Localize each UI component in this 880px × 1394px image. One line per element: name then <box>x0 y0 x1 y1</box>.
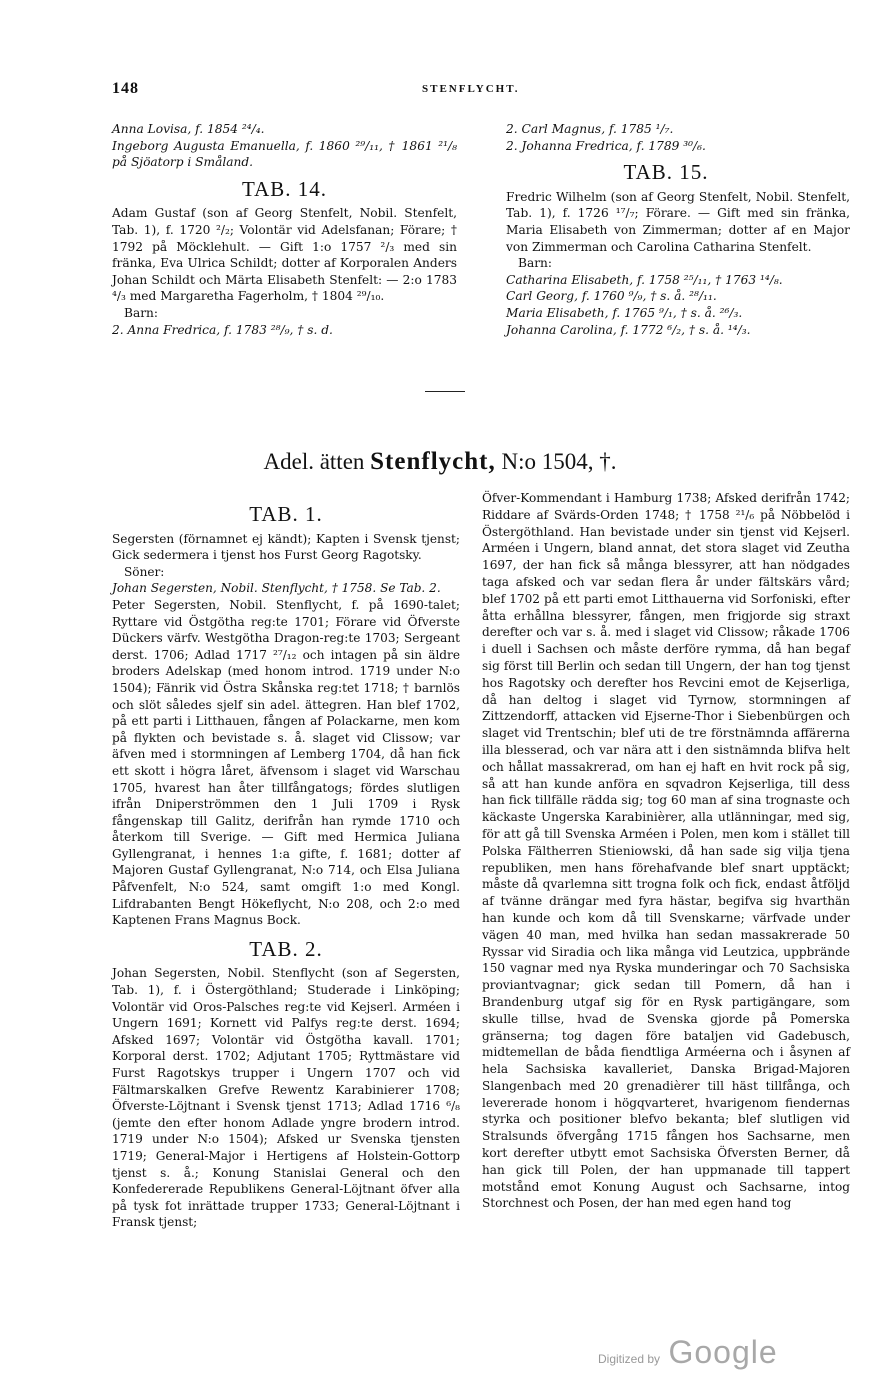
tab-1-intro: Segersten (förnamnet ej kändt); Kapten i Svensk tjenst; Gick sedermera i tjenst hos Furst Georg Ragotsky. <box>112 531 460 563</box>
section-divider <box>425 391 465 392</box>
entry-line: 2. Carl Magnus, f. 1785 ¹/₇. <box>506 122 674 136</box>
family-heading <box>0 448 880 476</box>
soner-label: Söner: <box>124 564 165 579</box>
page-header <box>112 80 858 100</box>
top-left-column <box>112 121 457 338</box>
tab-14-body: Adam Gustaf (son af Georg Stenfelt, Nobil. Stenfelt, Tab. 1), f. 1720 ²/₂; Volontär vid Adelsfanan; Förare; † 1792 på Möcklehult. — Gift 1:o 1757 ²/₃ med sin fränka, Eva Ulrica Schildt; dotter af Korporalen Anders Johan Schildt och Märta Elisabeth Stenfelt: — 2:o 1783 ⁴/₃ med Margaretha Fagerholm, † 1804 ²⁹/₁₀. <box>112 206 457 304</box>
google-logo: Google <box>668 1334 778 1370</box>
left-column <box>112 496 460 1231</box>
barn-label: Barn: <box>518 256 553 271</box>
son-entry: Johan Segersten, Nobil. Stenflycht, † 1758. Se Tab. 2. <box>112 581 441 596</box>
family-extinct-mark: †. <box>599 449 617 474</box>
tab-15-body: Fredric Wilhelm (son af Georg Stenfelt, Nobil. Stenfelt, Tab. 1), f. 1726 ¹⁷/₇; Förare. — Gift med sin fränka, Maria Elisabeth von Zimmerman; dotter af en Major von Zimmerman och Carolina Catharina Stenfelt. <box>506 189 850 254</box>
child-entry: Maria Elisabeth, f. 1765 ⁹/₁, † s. å. ²⁶/₃. <box>506 305 743 320</box>
tab-14-heading: TAB. 14. <box>241 176 328 201</box>
barn-label: Barn: <box>124 305 159 320</box>
johan-biography-continued: Öfver-Kommendant i Hamburg 1738; Afsked derifrån 1742; Riddare af Svärds-Orden 1748; † 1758 ²¹/₆ på Nöbbelöd i Östergöthland. Han bevistade under sin tjenst vid Kejserl. Arméen i Ungern, bland annat, det stora slaget vid Zeutha 1697, der han fick så många blessyrer, att han nödgades taga afsked och var sedan flera år under fältskärs vård; blef 1702 på ett parti emot Litthauerna vid Sorfoniski, efter åtta erhållna blessyrer, fången, men frigjorde sig straxt derefter och var s. å. med i slaget vid Clissow; råkade 1706 i duell i Sachsen och måste derföre rymma, då han begaf sig först till Berlin och sedan till Ungern, der han tog tjenst hos Ragotsky och derefter hos Revcini emot de Kejserliga, då han deltog i slaget vid Tyrnow, stormningen af Zittzendorff, attacken vid Ejserne-Thor i Siebenbürgen och slaget vid Trentschin; blef uti de tre förstnämnda affärerna illa blesserad, och var nära att i den sistnämnda blifva helt och hållat massakrerad, om han ej haft en hvit rock på sig, så att han kunde anföra en sqvadron Kejserliga, till dess han fick tillfälle rädda sig; tog 60 man af sina trognaste och käckaste Ungerska Karabinièrer, alla utlänningar, med sig, för att gå till Svenska Arméen i Polen, men kom i stället till Polska Fältherren Stieniowski, då han sade sig vilja tjena republiken, men hans förehafvande blef snart upptäckt; måste då qvarlemna sitt trogna folk och fick, endast åtföljd af tvänne drängar med fyra hästar, begifva sig hvarthän han kunde och kom då till Svenskarne; värfvade under vägen 40 man, med hvilka han sedan massakrerade 50 Ryssar vid Siradia och lika många vid Leutzica, uppbrände 150 vagnar med nya Ryska munderingar och 70 Sachsiska proviantvagnar; gick sedan till Pomern, då han i Brandenburg utgaf sig för en Rysk partigängare, som skulle tillse, hvad de Svenska gjorde på Pomerska gränserna; tog dagen före bataljen vid Gadebusch, midtemellan de båda fiendtliga Arméerna och i åsynen af hela Sachsiska kavalleriet, Danska Brigad-Majoren Slangenbach med 20 grenadièrer till häst tillfånga, och levererade honom i högqvarteret, hvarigenom fiendernas styrka och positioner blefvo bekanta; blef slutligen vid Stralsunds öfvergång 1715 fången hos Sachsarne, men kort derefter utbytt emot Sachsiska Öfversten Berner, då han gick till Polen, der han uppmanade till tappert motstånd emot Konung August och Sachsarne, intog Storchnest och Posen, der han med egen hand tog <box>482 491 850 1211</box>
tab-1-heading: TAB. 1. <box>249 502 323 526</box>
child-entry: 2. Anna Fredrica, f. 1783 ²⁸/₉, † s. d. <box>112 322 333 337</box>
child-entry: Catharina Elisabeth, f. 1758 ²⁵/₁₁, † 1763 ¹⁴/₈. <box>506 272 783 287</box>
watermark-prefix: Digitized by <box>598 1352 661 1366</box>
running-title: STENFLYCHT. <box>422 83 520 95</box>
peter-biography: Peter Segersten, Nobil. Stenflycht, f. på 1690-talet; Ryttare vid Östgötha reg:te 1701; Förare vid Öfverste Dückers värfv. Westgötha Dragon-reg:te 1703; Sergeant derst. 1706; Adlad 1717 ²⁷/₁₂ och intagen på sin äldre broders Adelskap (med honom introd. 1719 under N:o 1504); Fänrik vid Östra Skånska reg:tet 1718; † barnlös och slöt således sjelf sin adel. ättegren. Han blef 1702, på ett parti i Litthauen, fången af Polackarne, men kom på flykten och bevistade s. å. slaget vid Clissow; var äfven med i stormningen af Lemberg 1704, då han fick ett skott i högra låret, äfvensom i slaget vid Warschau 1705, hvarest han åter tillfångatogs; fördes slutligen ifrån Dniperströmmen den 1 Juli 1709 i Rysk fångenskap till Galitz, derifrån han rymde 1710 och återkom till Sverige. — Gift med Hermica Juliana Gyllengranat, i hennes 1:a gifte, f. 1681; dotter af Majoren Gustaf Gyllengranat, N:o 714, och Elsa Juliana Påfvenfelt, N:o 524, samt omgift 1:o med Kongl. Lifdrabanten Bengt Hökeflycht, N:o 208, och 2:o med Kaptenen Frans Magnus Bock. <box>112 597 460 928</box>
entry-line: 2. Johanna Fredrica, f. 1789 ³⁰/₆. <box>506 138 706 153</box>
entry-line: Ingeborg Augusta Emanuella, f. 1860 ²⁹/₁₁, † 1861 ²¹/₈ på Sjöatorp i Småland. <box>112 138 457 170</box>
right-column <box>482 490 850 1212</box>
entry-line: Anna Lovisa, f. 1854 ²⁴/₄. <box>112 122 265 136</box>
page-number: 148 <box>112 80 139 97</box>
family-prefix: Adel. ätten <box>263 449 365 474</box>
tab-2-heading: TAB. 2. <box>249 936 323 961</box>
child-entry: Carl Georg, f. 1760 ⁹/₉, † s. å. ²⁸/₁₁. <box>506 289 717 304</box>
family-name: Stenflycht, <box>370 448 496 475</box>
family-number: N:o 1504, <box>501 449 594 474</box>
child-entry: Johanna Carolina, f. 1772 ⁶/₂, † s. å. ¹⁴/₃. <box>506 322 751 337</box>
tab-15-heading: TAB. 15. <box>623 160 709 185</box>
digitized-watermark <box>598 1334 778 1371</box>
top-right-column <box>482 121 850 338</box>
johan-biography: Johan Segersten, Nobil. Stenflycht (son af Segersten, Tab. 1), f. i Östergöthland; Studerade i Linköping; Volontär vid Oros-Palsches reg:te vid Kejserl. Arméen i Ungern 1691; Kornett vid Palfys reg:te derst. 1694; Afsked 1697; Volontär vid Östgötha kavall. 1701; Korporal derst. 1702; Adjutant 1705; Ryttmästare vid Furst Ragotskys trupper i Ungern 1707 och vid Fältmarskalken Grefve Rewentz Karabinierer 1708; Öfverste-Löjtnant i Svensk tjenst 1713; Adlad 1716 ⁶/₈ (jemte den efter honom Adlade yngre brodern introd. 1719 under N:o 1504); Afsked ur Svenska tjensten 1719; General-Major i Hertigens af Holstein-Gottorp tjenst s. å.; Konung Stanislai General och den Konfedererade Republikens General-Löjtnant öfver alla på tysk fot inrättade trupper 1733; General-Löjtnant i Fransk tjenst; <box>112 966 460 1230</box>
